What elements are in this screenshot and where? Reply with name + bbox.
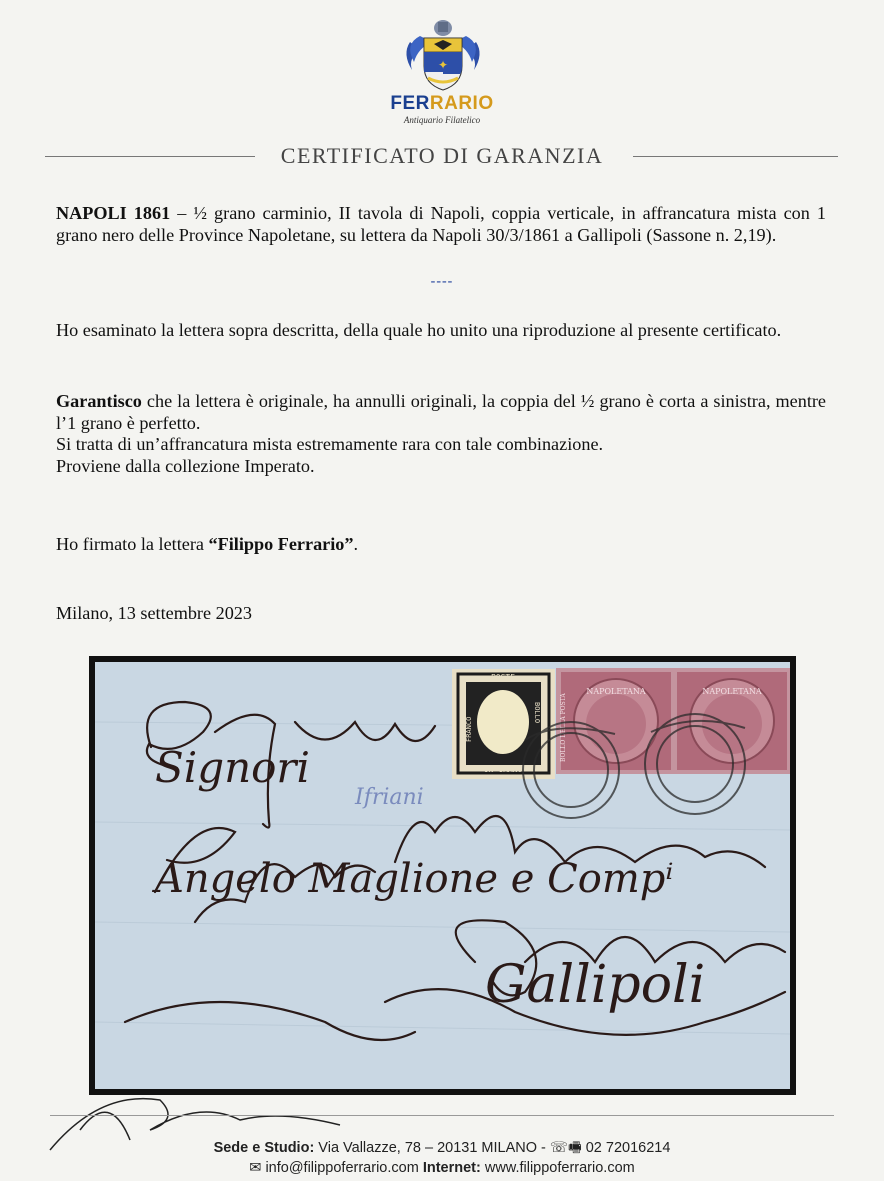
- guarantee-provenance-line: Proviene dalla collezione Imperato.: [56, 456, 315, 477]
- letter-image: [89, 656, 796, 1095]
- signature-paragraph: [56, 534, 826, 556]
- pencil-annotation: Ifriani: [355, 785, 424, 810]
- svg-text:✦: ✦: [437, 58, 449, 72]
- address-line-3: Gallipoli: [485, 955, 706, 1015]
- address-line-2: Angelo Maglione e Compⁱ: [155, 856, 674, 902]
- black-stamp-left-text: FRANCO: [465, 716, 473, 742]
- certificate-date: [56, 603, 826, 625]
- description-text: – ½ grano carminio, II tavola di Napoli, coppia verticale, in affrancatura mista con 1 grano nero delle Province Napoletane, su lettera da Napoli 30/3/1861 a Gallipoli (Sassone n. 2,19).: [56, 203, 826, 245]
- footer-contacts: [0, 1160, 884, 1176]
- black-stamp-top-text: POSTE: [490, 673, 516, 682]
- footer-address: [0, 1137, 884, 1162]
- signature-end: .: [353, 534, 359, 554]
- red-stamp-left-text: NAPOLETANA: [586, 687, 646, 696]
- guarantee-rarity-line: Si tratta di un’affrancatura mista estremamente rara con tale combinazione.: [56, 434, 604, 455]
- signature-name: “Filippo Ferrario”: [208, 534, 354, 554]
- description-heading: NAPOLI 1861: [56, 203, 171, 223]
- examination-text: Ho esaminato la lettera sopra descritta, della quale ho unito una riproduzione al presente certificato.: [56, 320, 782, 340]
- letter-cover-drawing: [95, 662, 790, 1089]
- certificate-title: CERTIFICATO DI GARANZIA: [280, 143, 604, 168]
- footer-sede-value: Via Vallazze, 78 – 20131 MILANO - ☏🖷 02 72016214: [314, 1140, 671, 1156]
- guarantee-heading: Garantisco: [56, 391, 142, 411]
- red-stamp-pair: [556, 668, 790, 774]
- ferrario-crest-logo: [400, 14, 486, 94]
- red-stamp-right-text: NAPOLETANA: [702, 687, 762, 696]
- brand-name-part1: FER: [390, 93, 430, 114]
- examination-paragraph: [56, 320, 826, 342]
- black-stamp-right-text: BOLLO: [533, 702, 541, 724]
- black-stamp: [452, 669, 555, 779]
- title-rule-right: [633, 156, 838, 157]
- footer-internet-label: Internet:: [422, 1160, 481, 1176]
- black-stamp-bottom-text: UN GRANO: [483, 765, 523, 774]
- certificate-date-text: Milano, 13 settembre 2023: [56, 603, 252, 623]
- brand-name-part2: RARIO: [429, 93, 494, 114]
- description-paragraph: [56, 203, 826, 246]
- guarantee-paragraph: [56, 391, 826, 478]
- letter-paper: [95, 662, 790, 1089]
- footer-sede-label: Sede e Studio:: [213, 1140, 315, 1156]
- footer-email[interactable]: ✉ info@filippoferrario.com: [249, 1160, 419, 1176]
- separator-dashes: ----: [430, 274, 454, 289]
- footer-website[interactable]: www.filippoferrario.com: [480, 1160, 635, 1176]
- footer-rule: [50, 1115, 834, 1116]
- guarantee-text: che la lettera è originale, ha annulli originali, la coppia del ½ grano è corta a sinistra, mentre l’1 grano è perfetto.: [56, 391, 826, 433]
- red-stamp-side-text: BOLLO DELLA POSTA: [560, 693, 567, 762]
- address-line-1: Signori: [155, 743, 310, 792]
- signature-text: Ho firmato la lettera: [56, 534, 209, 554]
- brand-name: [0, 93, 884, 115]
- brand-tagline: Antiquario Filatelico: [403, 115, 481, 125]
